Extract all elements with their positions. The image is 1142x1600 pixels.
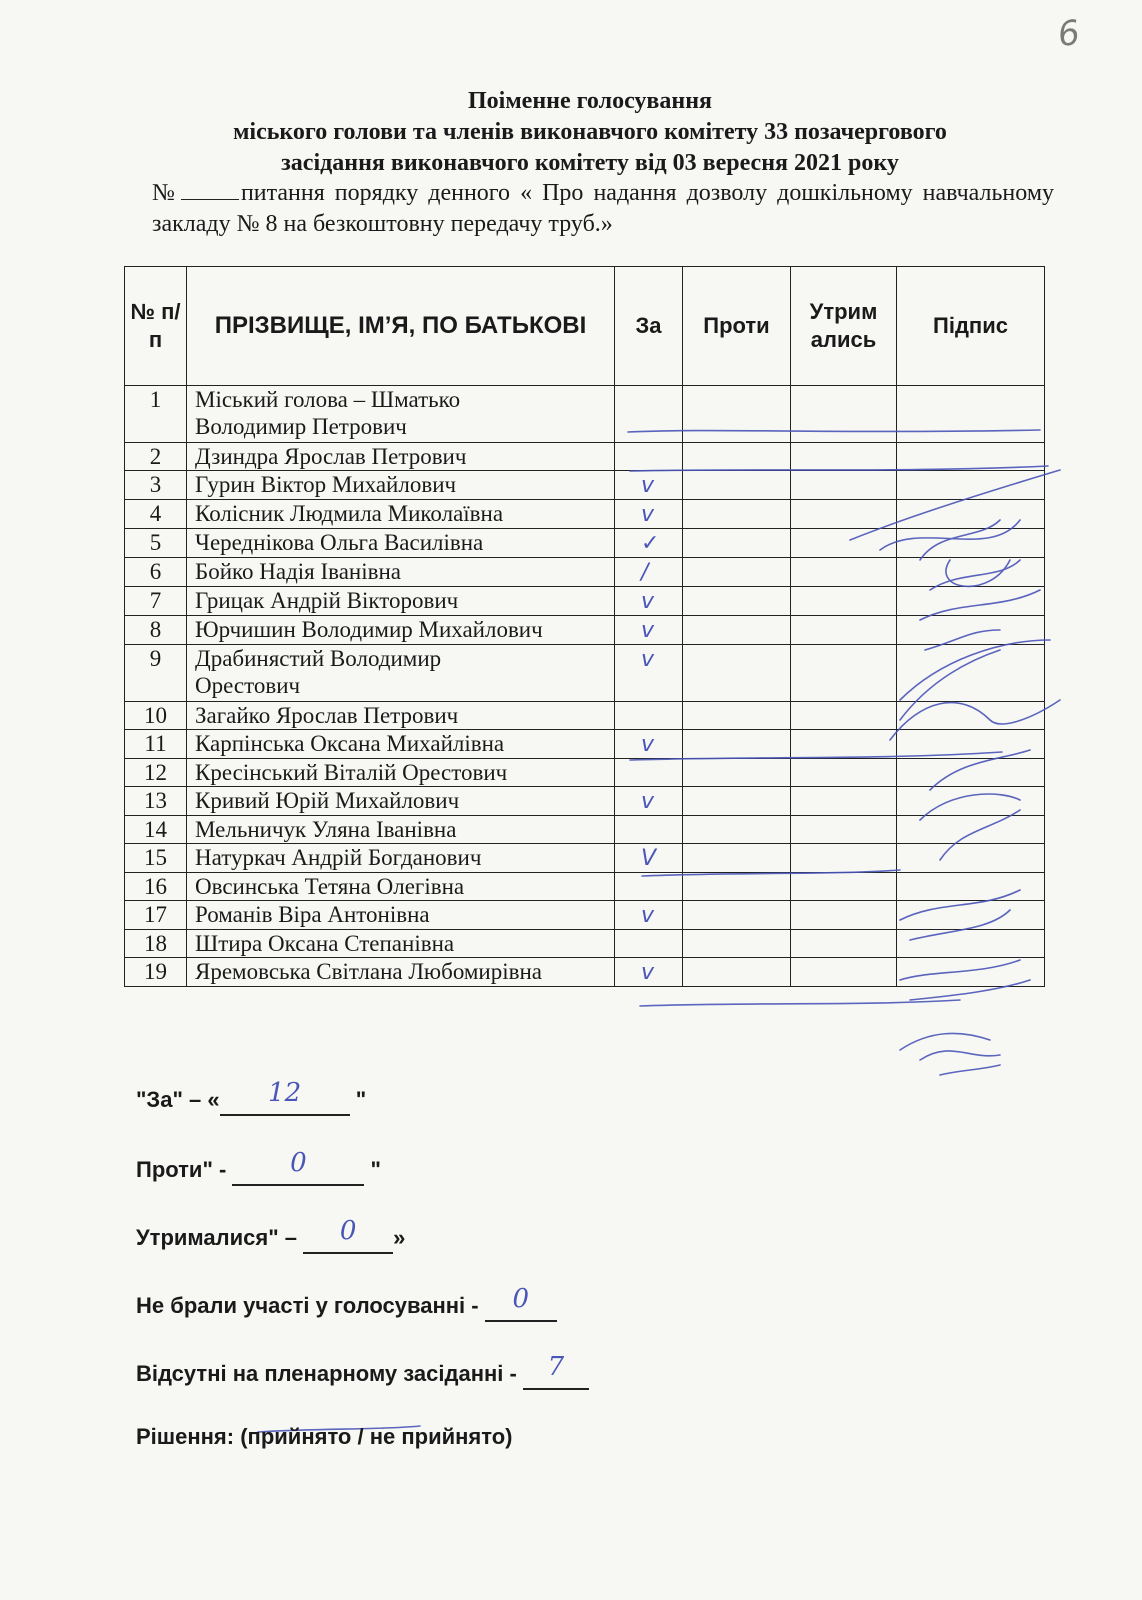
agenda-number-sign: № [152, 180, 179, 206]
row-number: 17 [125, 901, 187, 930]
header-name: ПРІЗВИЩЕ, ІМ’Я, ПО БАТЬКОВІ [187, 267, 615, 386]
table-row [125, 787, 1045, 816]
row-number: 7 [125, 587, 187, 616]
summary-absent-blank [523, 1352, 589, 1390]
row-name-line-1: Гурин Віктор Михайлович [195, 472, 457, 497]
summary-not-voted-blank [485, 1284, 557, 1322]
checkmark: v [641, 502, 655, 527]
row-number: 3 [125, 471, 187, 500]
row-number: 6 [125, 558, 187, 587]
row-vote-abstain [791, 730, 897, 759]
row-name-line-1: Романів Віра Антонівна [195, 902, 430, 927]
row-name-line-1: Бойко Надія Іванівна [195, 559, 402, 584]
table-row [125, 443, 1045, 471]
checkmark: v [641, 589, 655, 614]
row-number: 8 [125, 616, 187, 645]
row-vote-abstain [791, 471, 897, 500]
row-vote-for [615, 443, 683, 471]
row-vote-abstain [791, 930, 897, 958]
row-number: 1 [125, 386, 187, 443]
row-number: 12 [125, 759, 187, 787]
row-signature [897, 702, 1045, 730]
header-signature: Підпис [897, 267, 1045, 386]
row-signature [897, 443, 1045, 471]
row-vote-for [615, 558, 683, 587]
row-name [187, 616, 615, 645]
row-vote-abstain [791, 873, 897, 901]
title-line-2: міського голови та членів виконавчого комітету 33 позачергового [233, 119, 947, 145]
row-name-line-1: Дзиндра Ярослав Петрович [195, 444, 467, 469]
row-vote-for [615, 645, 683, 702]
row-name-line-1: Натуркач Андрій Богданович [195, 845, 482, 870]
summary-decision-value: (прийнято / не прийнято) [240, 1424, 513, 1449]
row-signature [897, 616, 1045, 645]
header-num: № п/п [125, 267, 187, 386]
row-name [187, 702, 615, 730]
row-vote-against [683, 529, 791, 558]
row-vote-for [615, 787, 683, 816]
table-row [125, 759, 1045, 787]
row-vote-for [615, 616, 683, 645]
checkmark: v [641, 960, 655, 985]
summary-decision-label: Рішення: [136, 1424, 241, 1449]
summary-against-value: 0 [290, 1148, 307, 1178]
row-name [187, 730, 615, 759]
row-vote-against [683, 616, 791, 645]
row-vote-for [615, 500, 683, 529]
row-vote-for [615, 471, 683, 500]
row-name [187, 386, 615, 443]
row-number: 18 [125, 930, 187, 958]
strike-line-row-18 [640, 1000, 960, 1006]
page-number: 6 [1055, 12, 1083, 56]
row-signature [897, 958, 1045, 987]
row-name-line-1: Кресінський Віталій Орестович [195, 760, 508, 785]
table-row [125, 844, 1045, 873]
summary-against-end: " [364, 1157, 381, 1182]
summary-against [136, 1148, 381, 1186]
signature-scribble-7 [900, 1033, 1000, 1075]
header-for: За [615, 267, 683, 386]
row-name-line-2: Володимир Петрович [195, 414, 407, 439]
row-name [187, 587, 615, 616]
row-number: 9 [125, 645, 187, 702]
summary-absent-value: 7 [547, 1352, 565, 1382]
table-row [125, 901, 1045, 930]
row-name [187, 645, 615, 702]
row-vote-against [683, 730, 791, 759]
row-signature [897, 558, 1045, 587]
checkmark: v [641, 473, 655, 498]
document-title [120, 86, 1060, 179]
table-row [125, 529, 1045, 558]
row-vote-abstain [791, 816, 897, 844]
summary-abstain-value: 0 [339, 1216, 357, 1246]
checkmark: v [641, 903, 655, 928]
voting-table [124, 266, 1045, 987]
checkmark: v [641, 618, 655, 643]
row-number: 10 [125, 702, 187, 730]
row-name [187, 958, 615, 987]
row-vote-against [683, 930, 791, 958]
row-vote-abstain [791, 787, 897, 816]
row-vote-for [615, 816, 683, 844]
row-vote-abstain [791, 958, 897, 987]
row-vote-against [683, 386, 791, 443]
row-signature [897, 471, 1045, 500]
row-signature [897, 587, 1045, 616]
row-vote-against [683, 558, 791, 587]
row-vote-against [683, 471, 791, 500]
row-vote-for [615, 529, 683, 558]
row-number: 5 [125, 529, 187, 558]
row-signature [897, 873, 1045, 901]
row-signature [897, 901, 1045, 930]
summary-not-voted-value: 0 [512, 1284, 529, 1314]
table-header-row [125, 267, 1045, 386]
row-signature [897, 645, 1045, 702]
row-vote-abstain [791, 529, 897, 558]
row-vote-abstain [791, 645, 897, 702]
row-vote-abstain [791, 500, 897, 529]
checkmark: v [641, 647, 655, 672]
row-name [187, 529, 615, 558]
table-row [125, 386, 1045, 443]
summary-for-end: " [349, 1087, 367, 1112]
row-name [187, 558, 615, 587]
row-vote-against [683, 702, 791, 730]
table-row [125, 873, 1045, 901]
row-name-line-1: Яремовська Світлана Любомирівна [195, 959, 543, 984]
row-vote-against [683, 816, 791, 844]
row-vote-for [615, 730, 683, 759]
summary-for-value: 12 [268, 1078, 302, 1108]
row-vote-for [615, 930, 683, 958]
row-signature [897, 730, 1045, 759]
row-vote-against [683, 787, 791, 816]
table-row [125, 500, 1045, 529]
row-vote-against [683, 958, 791, 987]
summary-absent-label: Відсутні на пленарному засіданні - [136, 1361, 523, 1386]
row-vote-against [683, 759, 791, 787]
row-vote-against [683, 645, 791, 702]
row-number: 16 [125, 873, 187, 901]
row-name-line-1: Юрчишин Володимир Михайлович [195, 617, 543, 642]
row-name-line-1: Загайко Ярослав Петрович [195, 703, 459, 728]
row-name-line-1: Міський голова – Шматько [195, 387, 461, 412]
checkmark: ✓ [641, 531, 660, 556]
row-vote-against [683, 500, 791, 529]
row-name-line-2: Орестович [195, 673, 301, 698]
row-signature [897, 500, 1045, 529]
summary-for-blank [220, 1078, 350, 1116]
row-name-line-1: Овсинська Тетяна Олегівна [195, 874, 465, 899]
summary-abstain-label: Утрималися" – [136, 1225, 304, 1250]
row-vote-abstain [791, 901, 897, 930]
row-vote-against [683, 901, 791, 930]
row-vote-abstain [791, 759, 897, 787]
row-signature [897, 930, 1045, 958]
row-vote-for [615, 844, 683, 873]
summary-not-voted [136, 1284, 557, 1322]
checkmark: / [641, 560, 649, 585]
row-name-line-1: Мельничук Уляна Іванівна [195, 817, 457, 842]
row-vote-against [683, 844, 791, 873]
checkmark: v [641, 789, 655, 814]
row-number: 11 [125, 730, 187, 759]
title-line-1: Поіменне голосування [467, 88, 713, 114]
agenda-item [152, 178, 1054, 240]
row-vote-for [615, 958, 683, 987]
row-signature [897, 529, 1045, 558]
checkmark: V [641, 846, 657, 871]
row-vote-abstain [791, 558, 897, 587]
row-vote-for [615, 702, 683, 730]
row-name-line-1: Колісник Людмила Миколаївна [195, 501, 504, 526]
title-line-3: засідання виконавчого комітету від 03 вересня 2021 року [281, 150, 899, 176]
summary-for [136, 1078, 367, 1116]
summary-abstain [136, 1216, 406, 1254]
row-vote-abstain [791, 844, 897, 873]
summary-against-label: Проти" - [136, 1157, 233, 1182]
row-name-line-1: Грицак Андрій Вікторович [195, 588, 459, 613]
row-name-line-1: Драбинястий Володимир [195, 646, 442, 671]
row-name [187, 930, 615, 958]
checkmark: v [641, 732, 655, 757]
row-name [187, 844, 615, 873]
table-row [125, 471, 1045, 500]
row-signature [897, 386, 1045, 443]
row-number: 2 [125, 443, 187, 471]
agenda-text: питання порядку денного « Про надання дозволу дошкільному навчальному закладу № 8 на безкоштовну передачу труб.» [152, 180, 1055, 237]
row-vote-against [683, 443, 791, 471]
summary-not-voted-label: Не брали участі у голосуванні - [136, 1293, 485, 1318]
summary-against-blank [232, 1148, 364, 1186]
row-name [187, 471, 615, 500]
row-vote-for [615, 759, 683, 787]
row-number: 15 [125, 844, 187, 873]
row-vote-against [683, 873, 791, 901]
summary-abstain-blank [303, 1216, 393, 1254]
table-row [125, 616, 1045, 645]
row-vote-abstain [791, 702, 897, 730]
row-name [187, 787, 615, 816]
table-row [125, 587, 1045, 616]
row-name [187, 500, 615, 529]
row-signature [897, 759, 1045, 787]
row-name [187, 443, 615, 471]
row-signature [897, 787, 1045, 816]
header-abstain: Утрим ались [791, 267, 897, 386]
row-number: 14 [125, 816, 187, 844]
row-vote-for [615, 873, 683, 901]
row-signature [897, 844, 1045, 873]
row-number: 19 [125, 958, 187, 987]
row-vote-abstain [791, 616, 897, 645]
table-row [125, 958, 1045, 987]
row-vote-abstain [791, 587, 897, 616]
summary-for-label: "За" – « [136, 1087, 220, 1112]
row-name [187, 816, 615, 844]
table-row [125, 816, 1045, 844]
row-name-line-1: Штира Оксана Степанівна [195, 931, 455, 956]
row-vote-for [615, 386, 683, 443]
agenda-number-blank [181, 199, 239, 200]
table-row [125, 930, 1045, 958]
table-row [125, 702, 1045, 730]
row-vote-for [615, 901, 683, 930]
row-name [187, 759, 615, 787]
row-name-line-1: Череднікова Ольга Василівна [195, 530, 484, 555]
row-vote-for [615, 587, 683, 616]
table-row [125, 558, 1045, 587]
row-name-line-1: Кривий Юрій Михайлович [195, 788, 460, 813]
table-row [125, 730, 1045, 759]
summary-abstain-end: » [393, 1225, 406, 1250]
summary-decision [136, 1424, 513, 1450]
row-name [187, 901, 615, 930]
summary-absent [136, 1352, 589, 1390]
row-vote-against [683, 587, 791, 616]
row-vote-abstain [791, 443, 897, 471]
row-number: 4 [125, 500, 187, 529]
row-name-line-1: Карпінська Оксана Михайлівна [195, 731, 505, 756]
header-against: Проти [683, 267, 791, 386]
row-vote-abstain [791, 386, 897, 443]
row-number: 13 [125, 787, 187, 816]
row-name [187, 873, 615, 901]
row-signature [897, 816, 1045, 844]
table-row [125, 645, 1045, 702]
